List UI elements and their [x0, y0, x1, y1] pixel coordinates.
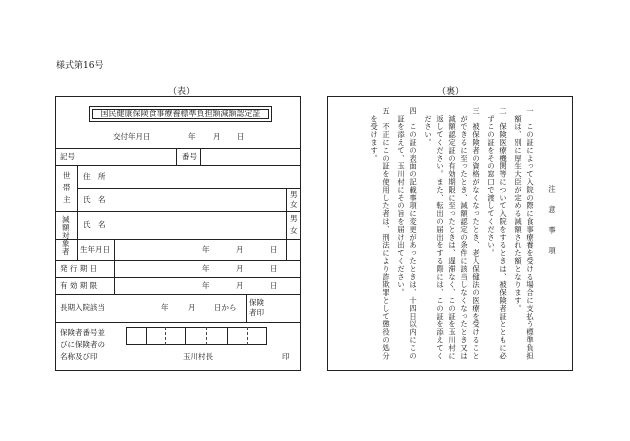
long-stay-from: 日から [214, 303, 237, 312]
setainushi-char-1: 世 [63, 171, 71, 180]
householder-female: 女 [290, 200, 298, 209]
target-male: 男 [290, 214, 298, 223]
issue-month: 月 [213, 132, 221, 141]
householder-address-label: 住 所 [83, 172, 106, 181]
householder-male: 男 [290, 190, 298, 199]
birth-date-label: 生年月日 [80, 245, 110, 254]
insurer-label-line-3: 名称及び印 [60, 352, 98, 361]
bango-label: 番号 [182, 152, 197, 161]
note-column-2: 額は、別に厚生大臣が定める減額された額となります。 [514, 107, 523, 313]
insurer-number-boxes [126, 327, 267, 345]
note-column-1: 一 この証によって入院の際に食事療養を受ける場合に支払う標準負担 [526, 107, 535, 360]
setainushi-char-3: 主 [63, 195, 71, 204]
target-char-4: 象 [62, 239, 70, 248]
note-column-7: 減額認定証の有効期限に至ったときは、遅滞なく、この証を玉川村に [448, 107, 457, 360]
note-column-8: 返してください。また、転出の届出をする際には、この証を添えてく [436, 107, 445, 360]
target-char-1: 減 [62, 215, 70, 224]
target-char-5: 者 [62, 247, 70, 256]
form-number: 様式第16号 [56, 61, 104, 71]
expiry-day: 日 [270, 281, 278, 290]
note-column-9: ださい。 [424, 107, 433, 147]
target-char-2: 額 [62, 223, 70, 232]
setainushi-char-2: 帯 [63, 183, 71, 192]
householder-name-label: 氏 名 [83, 195, 106, 204]
issue-year: 年 [188, 132, 196, 141]
long-stay-year: 年 [161, 303, 169, 312]
insurer-seal-mark: 印 [282, 352, 290, 361]
front-side-label: （表） [168, 87, 196, 97]
back-side-label: （裏） [437, 87, 465, 97]
effective-day: 日 [270, 264, 278, 273]
insurer-label-line-1: 保険者番号並 [60, 328, 105, 337]
insurer-seal-label-1: 保険 [249, 298, 264, 307]
effective-year: 年 [202, 264, 210, 273]
certificate-front [55, 96, 301, 371]
effective-month: 月 [236, 264, 244, 273]
note-column-10: 四 この証の表面の記載事項に変更があったときは、十四日以内にこの [409, 107, 418, 360]
note-column-4: ずこの証をその窓口で渡してください。 [487, 107, 496, 258]
issue-day: 日 [237, 132, 245, 141]
expiry-date-label: 有 効 期 限 [60, 281, 98, 290]
birth-month: 月 [236, 245, 244, 254]
notes-heading: 注 意 事 項 [548, 185, 557, 258]
birth-year: 年 [202, 245, 210, 254]
birth-day: 日 [270, 245, 278, 254]
target-char-3: 対 [62, 231, 70, 240]
insurer-seal-label-2: 者印 [249, 308, 264, 317]
note-column-5: 三 被保険者の資格がなくなったとき、老人保健法の医療を受けること [472, 107, 481, 360]
long-stay-month: 月 [188, 303, 196, 312]
expiry-month: 月 [236, 281, 244, 290]
target-female: 女 [290, 226, 298, 235]
long-stay-label: 長期入院該当 [60, 303, 105, 312]
issue-date-label: 交付年月日 [113, 132, 151, 141]
insurer-label-line-2: びに保険者の [60, 340, 105, 349]
expiry-year: 年 [202, 281, 210, 290]
note-column-6: ができるに至ったとき、減額認定の条件に該当しなくなったとき又は [460, 107, 469, 360]
effective-date-label: 発 行 期 日 [60, 264, 98, 273]
target-name-label: 氏 名 [83, 220, 106, 229]
note-column-11: 証を添えて、玉川村にその旨を届け出てください。 [397, 107, 406, 297]
certificate-title: 国民健康保険食事療養標準負担額減額認定証 [89, 106, 272, 122]
note-column-13: を受けます。 [370, 107, 379, 163]
note-column-3: 二 保険医療機関等について入院をするときは、被保険者証とともに必 [499, 107, 508, 360]
insurer-name: 玉川村長 [183, 352, 213, 361]
certificate-back [327, 96, 573, 371]
note-column-12: 五 不正にこの証を使用した者は、刑法により詐欺罪として懲役の処分 [382, 107, 391, 360]
kigo-label: 記号 [60, 152, 75, 161]
